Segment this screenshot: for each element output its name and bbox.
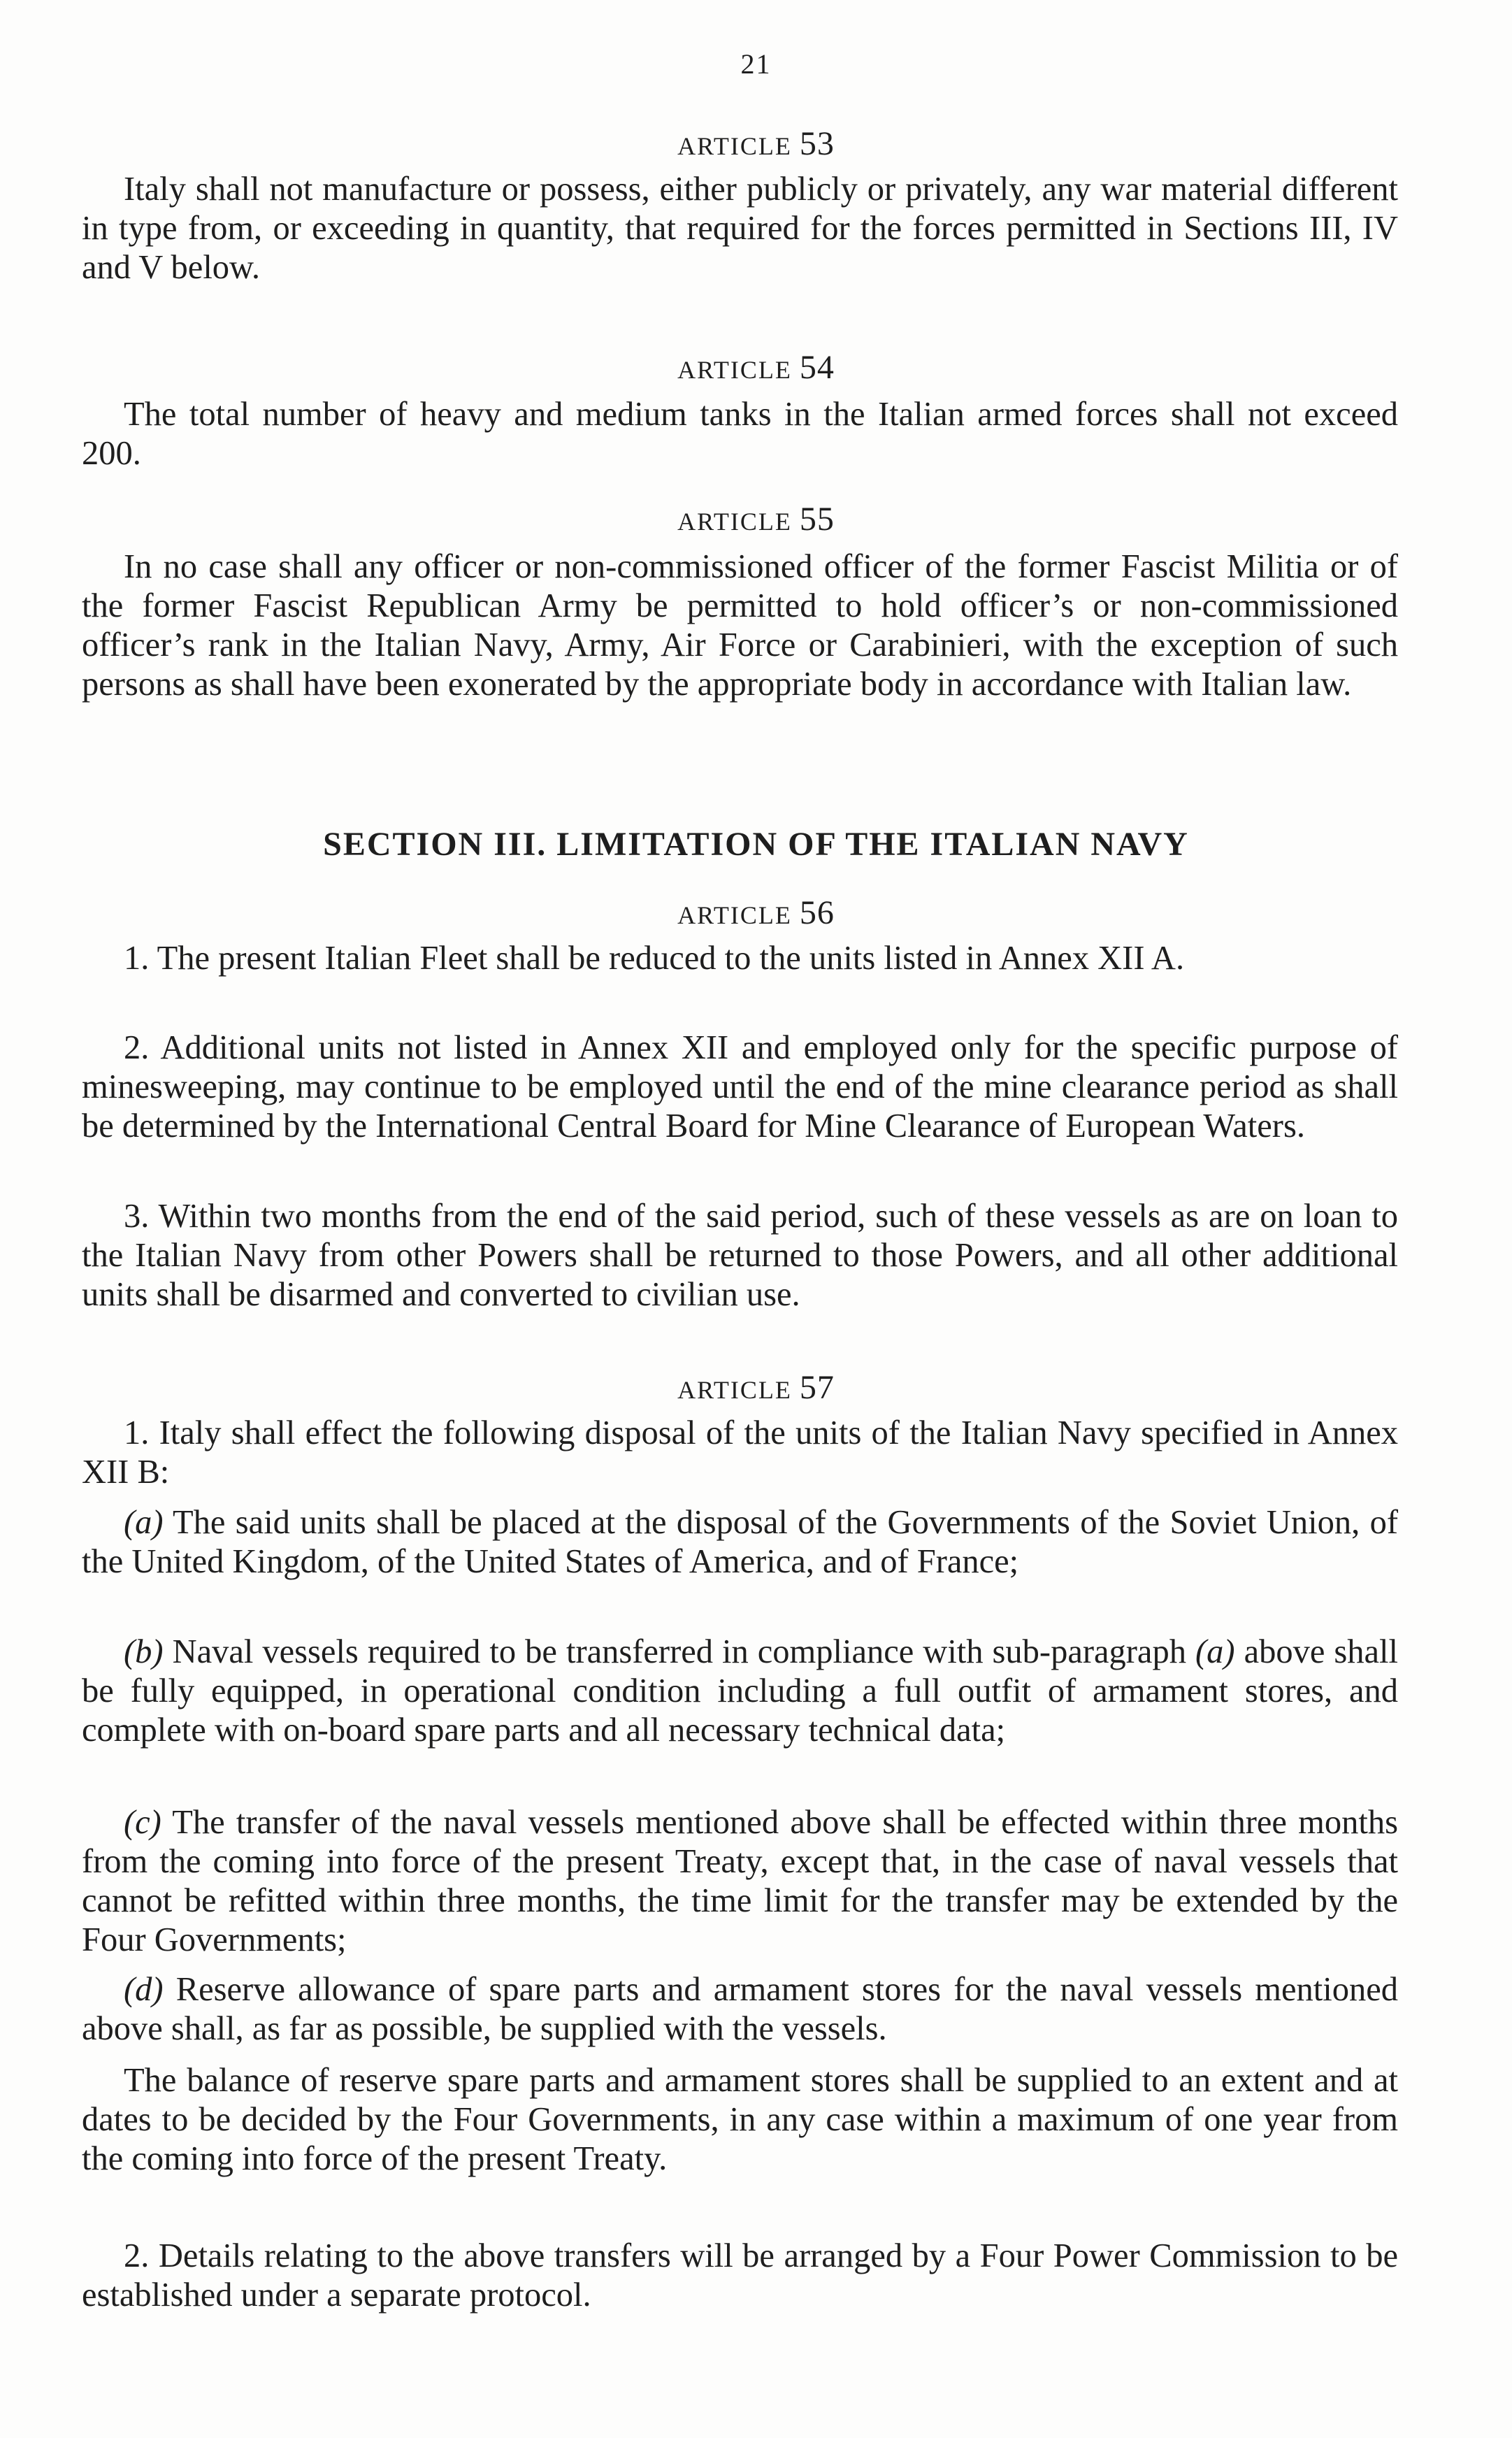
article-57-sub-d	[82, 1970, 1398, 2049]
article-57-sub-b	[82, 1633, 1398, 1750]
article-55-text: In no case shall any officer or non-commissioned officer of the former Fascist Militia or of the former Fascist Republican Army be permitted to hold officer’s or non-commissioned officer’s rank in the Italian Navy, Army, Air Force or Carabinieri, with the exception of such persons as shall have been exonerated by the appropriate body in accordance with Italian law.	[82, 548, 1398, 703]
article-57-paragraph-2: 2. Details relating to the above transfers will be arranged by a Four Power Commission to be established under a separate protocol.	[82, 2237, 1398, 2314]
article-56-paragraph-3: 3. Within two months from the end of the said period, such of these vessels as are on loan to the Italian Navy from other Powers shall be returned to those Powers, and all other additional units shall be disarmed and converted to civilian use.	[82, 1198, 1398, 1313]
article-57-balance-text: The balance of reserve spare parts and armament stores shall be supplied to an extent and at dates to be decided by the Four Governments, in any case within a maximum of one year from the coming into force of the present Treaty.	[82, 2062, 1398, 2177]
article-label: ARTICLE	[677, 132, 792, 160]
subparagraph-label: (a)	[124, 1504, 164, 1541]
subparagraph-text: Reserve allowance of spare parts and armament stores for the naval vessels mentioned above shall, as far as possible, be supplied with the vessels.	[82, 1971, 1398, 2047]
article-57-subparagraph-a	[82, 1503, 1398, 1582]
article-55-body	[82, 547, 1398, 704]
section-title: SECTION III. LIMITATION OF THE ITALIAN NAVY	[323, 826, 1189, 863]
article-label: ARTICLE	[677, 901, 792, 929]
subparagraph-label: (d)	[124, 1971, 164, 2008]
article-label: ARTICLE	[677, 508, 792, 536]
article-53-text: Italy shall not manufacture or possess, either publicly or privately, any war material different in type from, or exceeding in quantity, that required for the forces permitted in Sections III, IV and V below.	[82, 171, 1398, 286]
article-54-body	[82, 395, 1398, 473]
article-number: 57	[799, 1369, 835, 1406]
subparagraph-label: (b)	[124, 1633, 164, 1670]
subparagraph-text: The transfer of the naval vessels mentioned above shall be effected within three months from the coming into force of the present Treaty, except that, in the case of naval vessels that cannot be refitted within three months, the time limit for the transfer may be extended by the Four Governments;	[82, 1804, 1398, 1958]
subparagraph-text: Naval vessels required to be transferred in compliance with sub-paragraph	[163, 1633, 1195, 1670]
subparagraph-text: above shall be fully equipped, in operational condition including a full outfit of armament stores, and complete with on-board spare parts and all necessary technical data;	[82, 1633, 1398, 1749]
page-number: 21	[740, 48, 772, 80]
article-56-p1	[82, 939, 1398, 978]
article-57-subparagraph-c	[82, 1803, 1398, 1960]
article-57-sub-a	[82, 1503, 1398, 1582]
subparagraph-text: The said units shall be placed at the disposal of the Governments of the Soviet Union, of the United Kingdom, of the United States of America, and of France;	[82, 1504, 1398, 1580]
article-number: 54	[799, 349, 835, 386]
article-label: ARTICLE	[677, 356, 792, 384]
article-number: 56	[799, 894, 835, 931]
article-57-paragraph-1: 1. Italy shall effect the following disposal of the units of the Italian Navy specified in Annex XII B:	[82, 1414, 1398, 1491]
article-53-heading	[0, 124, 1512, 163]
article-56-heading	[0, 894, 1512, 932]
article-57-sub-c	[82, 1803, 1398, 1960]
article-56-paragraph-1: 1. The present Italian Fleet shall be reduced to the units listed in Annex XII A.	[124, 940, 1185, 977]
article-56-paragraph-2: 2. Additional units not listed in Annex XII and employed only for the specific purpose of minesweeping, may continue to be employed until the end of the mine clearance period as shall be determined by the International Central Board for Mine Clearance of European Waters.	[82, 1029, 1398, 1145]
subparagraph-reference: (a)	[1195, 1633, 1235, 1670]
article-56-p2	[82, 1028, 1398, 1146]
article-53-body	[82, 170, 1398, 287]
article-label: ARTICLE	[677, 1376, 792, 1404]
article-57-subparagraph-d	[82, 1970, 1398, 2049]
article-57-balance	[82, 2061, 1398, 2179]
article-57-subparagraph-b	[82, 1633, 1398, 1750]
article-57-p2	[82, 2237, 1398, 2315]
article-57-p1	[82, 1414, 1398, 1492]
article-57-heading	[0, 1368, 1512, 1407]
article-54-text: The total number of heavy and medium tanks in the Italian armed forces shall not exceed 200.	[82, 396, 1398, 472]
article-54-heading	[0, 348, 1512, 387]
article-number: 55	[799, 501, 835, 538]
article-55-heading	[0, 500, 1512, 538]
article-number: 53	[799, 125, 835, 162]
article-56-p3	[82, 1197, 1398, 1314]
subparagraph-label: (c)	[124, 1804, 161, 1841]
